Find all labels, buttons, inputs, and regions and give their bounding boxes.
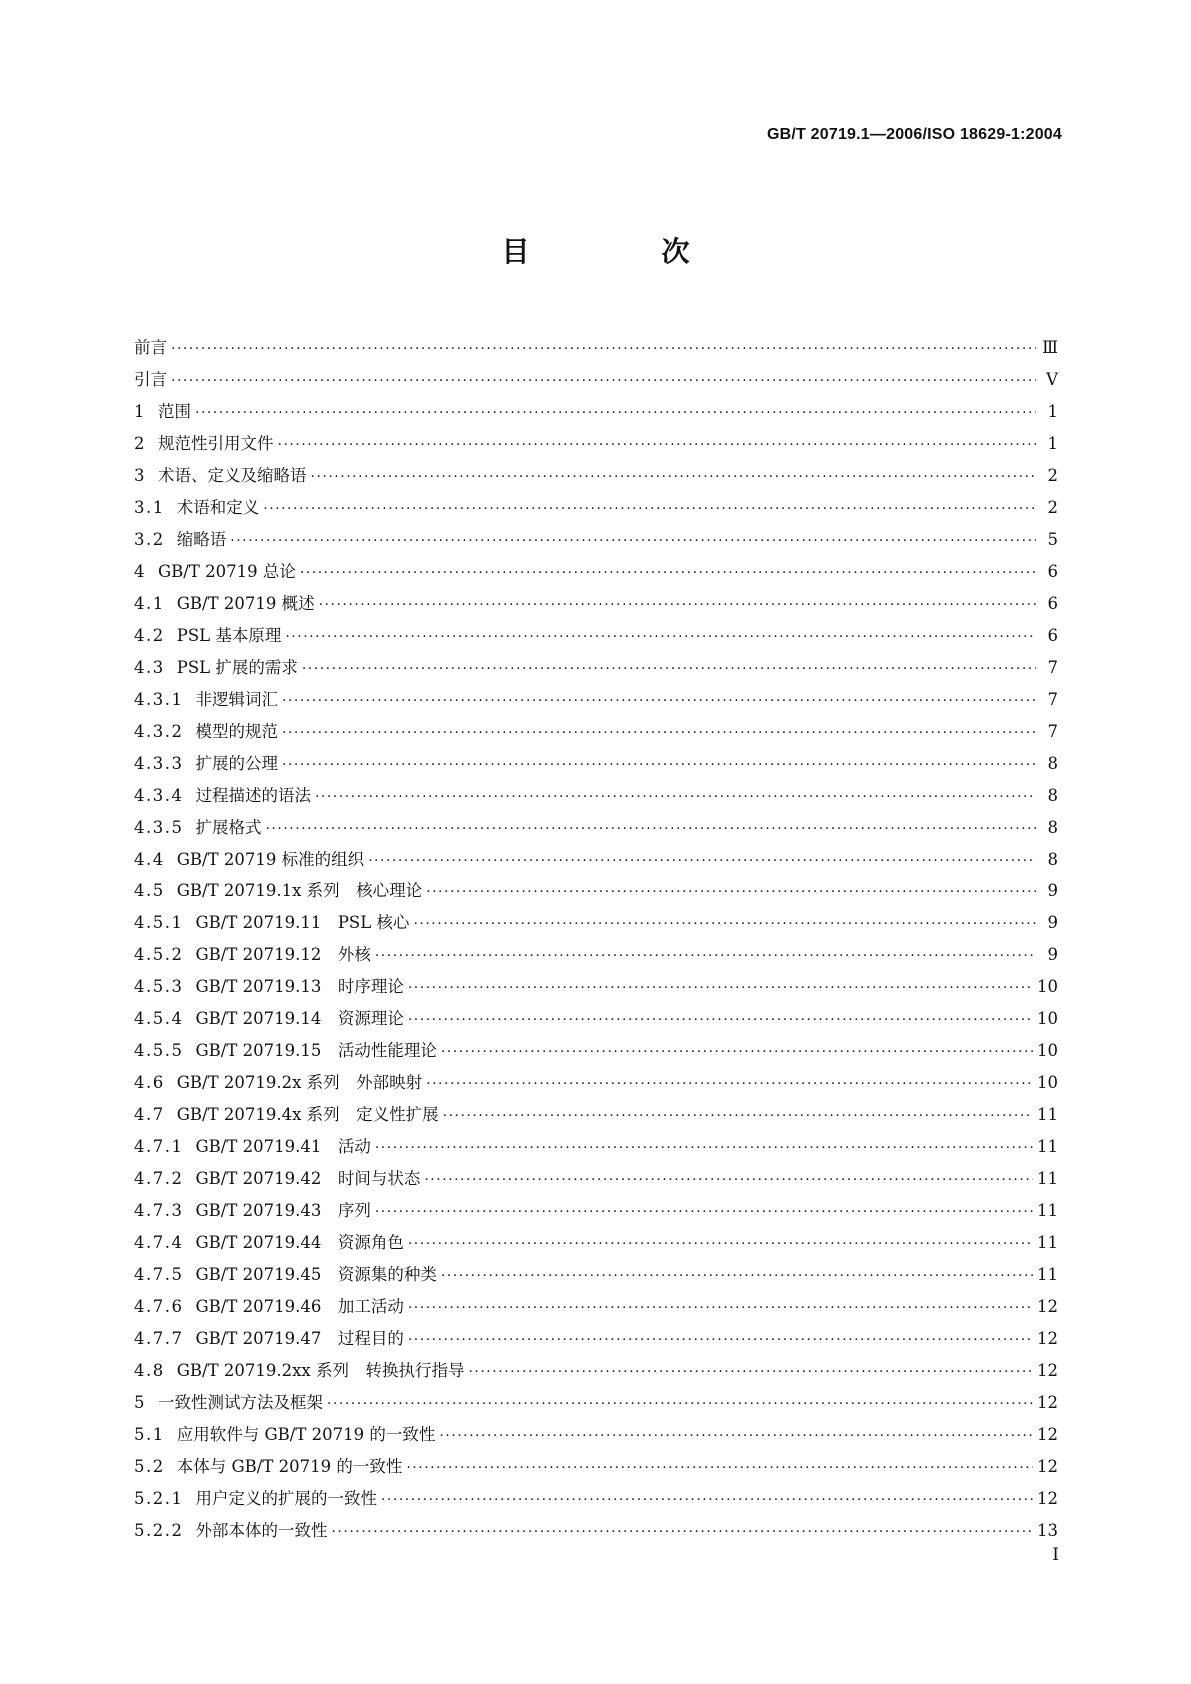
dot-leader bbox=[408, 1300, 1033, 1316]
toc-entry-number: 4.3.5 bbox=[134, 817, 184, 837]
toc-entry[interactable] bbox=[134, 1517, 1058, 1549]
toc-entry-page: 12 bbox=[1037, 1456, 1058, 1476]
toc-entry-page: 1 bbox=[1047, 401, 1058, 421]
toc-entry-label bbox=[134, 1485, 381, 1509]
toc-entry-title: 模型的规范 bbox=[195, 721, 278, 741]
toc-entry-label bbox=[134, 1101, 443, 1125]
toc-entry-title: 前言 bbox=[134, 338, 167, 357]
toc-entry-page: 7 bbox=[1047, 657, 1058, 677]
standard-number: GB/T 20719.1—2006/ISO 18629-1:2004 bbox=[767, 126, 1062, 143]
dot-leader bbox=[426, 1076, 1033, 1092]
toc-entry[interactable] bbox=[134, 526, 1058, 558]
toc-entry-number: 4.3.2 bbox=[134, 721, 184, 741]
toc-entry[interactable] bbox=[134, 877, 1058, 909]
toc-entry-number: 4.8 bbox=[134, 1361, 165, 1380]
dot-leader bbox=[408, 980, 1033, 996]
toc-entry-label bbox=[134, 686, 282, 710]
toc-entry-title: 术语、定义及缩略语 bbox=[158, 465, 307, 485]
dot-leader bbox=[424, 1172, 1033, 1188]
toc-entry-label bbox=[134, 1037, 441, 1061]
toc-entry-page: 8 bbox=[1047, 849, 1058, 869]
toc-entry-number: 4.7 bbox=[134, 1105, 165, 1125]
toc-entry-number: 4.3.3 bbox=[134, 753, 184, 773]
toc-entry-number: 2 bbox=[134, 433, 146, 453]
dot-leader bbox=[426, 884, 1036, 900]
toc-entry[interactable] bbox=[134, 1069, 1058, 1101]
toc-entry-label bbox=[134, 1421, 439, 1445]
toc-entry[interactable] bbox=[134, 366, 1058, 398]
toc-entry[interactable] bbox=[134, 654, 1058, 686]
toc-entry-title: GB/T 20719 总论 bbox=[158, 561, 296, 581]
toc-entry-number: 3 bbox=[134, 465, 146, 485]
toc-entry[interactable] bbox=[134, 1197, 1058, 1229]
toc-entry-label bbox=[134, 909, 413, 933]
toc-entry-title: 过程描述的语法 bbox=[195, 785, 311, 805]
toc-entry-number: 4.4 bbox=[134, 849, 165, 869]
dot-leader bbox=[413, 916, 1036, 932]
toc-entry-page: 2 bbox=[1047, 497, 1058, 517]
toc-entry-page: 6 bbox=[1047, 625, 1058, 645]
dot-leader bbox=[368, 853, 1036, 869]
toc-entry-label bbox=[134, 430, 278, 454]
toc-entry[interactable] bbox=[134, 814, 1058, 846]
toc-entry-label bbox=[134, 462, 311, 486]
toc-entry-number: 4.3.1 bbox=[134, 689, 184, 709]
toc-entry-number: 3.1 bbox=[134, 497, 165, 517]
toc-entry-title: 术语和定义 bbox=[176, 497, 260, 517]
toc-entry-number: 4.2 bbox=[134, 625, 165, 645]
dot-leader bbox=[171, 373, 1036, 389]
toc-entry-number: 4.7.5 bbox=[134, 1265, 184, 1285]
dot-leader bbox=[443, 1108, 1033, 1124]
toc-entry-label bbox=[134, 718, 282, 742]
toc-entry-number: 4 bbox=[134, 561, 146, 581]
toc-entry-title: GB/T 20719.2x 系列 外部映射 bbox=[176, 1073, 423, 1093]
toc-entry-title: 规范性引用文件 bbox=[158, 433, 274, 453]
toc-entry-number: 4.5.4 bbox=[134, 1009, 184, 1029]
toc-entry-label bbox=[134, 1005, 408, 1029]
toc-entry-number: 5.1 bbox=[134, 1424, 165, 1444]
toc-entry-label bbox=[134, 334, 171, 358]
toc-entry[interactable] bbox=[134, 973, 1058, 1005]
dot-leader bbox=[375, 1204, 1033, 1220]
dot-leader bbox=[282, 757, 1036, 773]
toc-entry-page: 8 bbox=[1047, 817, 1058, 837]
toc-entry-title: GB/T 20719.41 活动 bbox=[195, 1137, 371, 1157]
toc-entry-number: 4.7.3 bbox=[134, 1201, 184, 1221]
toc-entry-number: 4.7.2 bbox=[134, 1169, 184, 1189]
toc-entry-title: PSL 扩展的需求 bbox=[176, 657, 298, 677]
dot-leader bbox=[300, 565, 1036, 581]
toc-entry-number: 4.5.5 bbox=[134, 1041, 184, 1061]
toc-entry[interactable] bbox=[134, 1453, 1058, 1485]
toc-entry-label bbox=[134, 654, 302, 678]
toc-entry-title: GB/T 20719.43 序列 bbox=[195, 1201, 371, 1221]
toc-entry-number: 5.2.1 bbox=[134, 1488, 184, 1508]
toc-entry-label bbox=[134, 1197, 375, 1221]
page-title: 目 次 bbox=[501, 235, 742, 268]
toc-entry-title: 应用软件与 GB/T 20719 的一致性 bbox=[176, 1424, 436, 1444]
dot-leader bbox=[381, 1492, 1033, 1508]
toc-entry[interactable] bbox=[134, 1261, 1058, 1293]
toc-entry[interactable] bbox=[134, 590, 1058, 622]
dot-leader bbox=[315, 789, 1036, 805]
toc-entry-title: GB/T 20719.45 资源集的种类 bbox=[195, 1265, 437, 1285]
toc-entry-title: 引言 bbox=[134, 369, 167, 389]
toc-entry[interactable] bbox=[134, 1325, 1058, 1357]
toc-entry-number: 4.6 bbox=[134, 1073, 165, 1093]
toc-entry[interactable] bbox=[134, 1133, 1058, 1165]
dot-leader bbox=[406, 1460, 1033, 1476]
toc-entry[interactable] bbox=[134, 494, 1058, 526]
toc-entry-title: 范围 bbox=[158, 401, 191, 421]
toc-entry[interactable] bbox=[134, 1485, 1058, 1517]
toc-entry-title: GB/T 20719.12 外核 bbox=[195, 945, 371, 965]
dot-leader bbox=[468, 1364, 1033, 1380]
toc-entry-page: 1 bbox=[1047, 433, 1058, 453]
toc-entry-title: PSL 基本原理 bbox=[176, 625, 282, 645]
toc-entry-number: 1 bbox=[134, 401, 146, 421]
toc-entry[interactable] bbox=[134, 1229, 1058, 1261]
toc-entry-number: 4.1 bbox=[134, 593, 165, 613]
toc-entry-page: 7 bbox=[1047, 689, 1058, 709]
toc-entry-title: 扩展的公理 bbox=[195, 753, 278, 773]
toc-entry-title: 一致性测试方法及框架 bbox=[158, 1392, 323, 1412]
toc-entry-number: 4.3 bbox=[134, 657, 165, 677]
table-of-contents bbox=[134, 334, 1058, 1549]
toc-entry-label bbox=[134, 1357, 468, 1381]
toc-entry-label bbox=[134, 494, 263, 518]
toc-entry-page: 10 bbox=[1037, 1041, 1058, 1061]
toc-entry-label bbox=[134, 782, 315, 806]
toc-entry-page: 11 bbox=[1037, 1265, 1058, 1285]
toc-entry[interactable] bbox=[134, 622, 1058, 654]
toc-entry-page: 5 bbox=[1047, 529, 1058, 549]
toc-entry-page: 9 bbox=[1047, 945, 1058, 965]
toc-entry-number: 3.2 bbox=[134, 529, 165, 549]
toc-entry-page: 12 bbox=[1037, 1329, 1058, 1349]
toc-entry-label bbox=[134, 941, 375, 965]
toc-entry-page: 12 bbox=[1037, 1424, 1058, 1444]
toc-entry-page: 12 bbox=[1037, 1488, 1058, 1508]
toc-entry[interactable] bbox=[134, 1005, 1058, 1037]
dot-leader bbox=[302, 661, 1036, 677]
dot-leader bbox=[439, 1428, 1033, 1444]
toc-entry[interactable] bbox=[134, 558, 1058, 590]
toc-entry-page: 9 bbox=[1047, 881, 1058, 901]
toc-entry-label bbox=[134, 398, 195, 422]
toc-entry-page: 8 bbox=[1047, 753, 1058, 773]
dot-leader bbox=[171, 341, 1036, 357]
toc-entry[interactable] bbox=[134, 1037, 1058, 1069]
toc-entry-title: GB/T 20719.47 过程目的 bbox=[195, 1329, 404, 1349]
toc-entry[interactable] bbox=[134, 909, 1058, 941]
dot-leader bbox=[408, 1236, 1033, 1252]
toc-entry-label bbox=[134, 590, 319, 614]
toc-entry-number: 5 bbox=[134, 1392, 146, 1412]
toc-entry-page: 13 bbox=[1037, 1520, 1058, 1540]
toc-entry-number: 4.5.1 bbox=[134, 913, 184, 933]
toc-entry-number: 4.7.7 bbox=[134, 1329, 184, 1349]
toc-entry-page: 12 bbox=[1037, 1392, 1058, 1412]
toc-entry-number: 4.5.2 bbox=[134, 945, 184, 965]
toc-entry-title: GB/T 20719 标准的组织 bbox=[176, 849, 365, 869]
toc-entry-label bbox=[134, 1517, 331, 1541]
toc-entry-title: GB/T 20719.13 时序理论 bbox=[195, 977, 404, 997]
toc-entry[interactable] bbox=[134, 750, 1058, 782]
toc-entry-title: 外部本体的一致性 bbox=[195, 1520, 328, 1540]
toc-entry[interactable] bbox=[134, 941, 1058, 973]
toc-entry-label bbox=[134, 1389, 327, 1413]
toc-entry-page: 12 bbox=[1037, 1361, 1058, 1380]
toc-entry-number: 5.2.2 bbox=[134, 1520, 184, 1540]
toc-entry-number: 4.5 bbox=[134, 881, 165, 901]
toc-entry-label bbox=[134, 366, 171, 390]
toc-entry-label bbox=[134, 1325, 408, 1349]
toc-entry[interactable] bbox=[134, 1293, 1058, 1325]
toc-entry-label bbox=[134, 1229, 408, 1253]
toc-entry-page: 11 bbox=[1037, 1137, 1058, 1157]
toc-entry-title: 本体与 GB/T 20719 的一致性 bbox=[176, 1456, 403, 1476]
dot-leader bbox=[408, 1332, 1033, 1348]
toc-entry-label bbox=[134, 1069, 426, 1093]
toc-entry-title: GB/T 20719.15 活动性能理论 bbox=[195, 1041, 437, 1061]
dot-leader bbox=[278, 437, 1037, 453]
toc-entry-page: Ⅲ bbox=[1042, 338, 1058, 357]
toc-entry-title: 缩略语 bbox=[176, 529, 227, 549]
toc-entry[interactable] bbox=[134, 1357, 1058, 1389]
toc-entry-title: GB/T 20719.46 加工活动 bbox=[195, 1297, 404, 1317]
toc-entry-number: 4.5.3 bbox=[134, 977, 184, 997]
toc-entry-label bbox=[134, 1261, 441, 1285]
toc-entry-title: 非逻辑词汇 bbox=[195, 689, 278, 709]
toc-entry-title: GB/T 20719.42 时间与状态 bbox=[195, 1169, 421, 1189]
toc-entry-label bbox=[134, 1165, 424, 1189]
dot-leader bbox=[327, 1396, 1033, 1412]
toc-entry-label bbox=[134, 622, 285, 646]
toc-entry-title: GB/T 20719.11 PSL 核心 bbox=[195, 913, 410, 933]
toc-entry-label bbox=[134, 973, 408, 997]
toc-entry-number: 4.7.4 bbox=[134, 1233, 184, 1253]
toc-entry-page: 10 bbox=[1037, 1073, 1058, 1093]
toc-entry-page: 11 bbox=[1037, 1201, 1058, 1221]
dot-leader bbox=[331, 1524, 1033, 1540]
toc-entry-page: 11 bbox=[1037, 1169, 1058, 1189]
dot-leader bbox=[195, 405, 1036, 421]
dot-leader bbox=[263, 501, 1036, 517]
toc-entry[interactable] bbox=[134, 430, 1058, 462]
toc-entry[interactable] bbox=[134, 1421, 1058, 1453]
toc-entry[interactable] bbox=[134, 462, 1058, 494]
toc-entry-page: 7 bbox=[1047, 721, 1058, 741]
dot-leader bbox=[375, 1140, 1033, 1156]
toc-entry-title: GB/T 20719 概述 bbox=[176, 593, 315, 613]
toc-entry-label bbox=[134, 750, 282, 774]
toc-entry-label bbox=[134, 1133, 375, 1157]
toc-entry-page: 11 bbox=[1037, 1105, 1058, 1125]
dot-leader bbox=[282, 725, 1036, 741]
dot-leader bbox=[319, 597, 1036, 613]
dot-leader bbox=[230, 533, 1036, 549]
toc-entry-page: 8 bbox=[1047, 785, 1058, 805]
dot-leader bbox=[441, 1044, 1033, 1060]
toc-entry-title: GB/T 20719.44 资源角色 bbox=[195, 1233, 404, 1253]
toc-entry-label bbox=[134, 1453, 406, 1477]
toc-entry-page: Ⅴ bbox=[1046, 369, 1058, 389]
toc-entry[interactable] bbox=[134, 718, 1058, 750]
toc-entry[interactable] bbox=[134, 398, 1058, 430]
toc-entry-title: 用户定义的扩展的一致性 bbox=[195, 1488, 377, 1508]
toc-entry-label bbox=[134, 1293, 408, 1317]
toc-entry[interactable] bbox=[134, 1165, 1058, 1197]
toc-entry-title: GB/T 20719.1x 系列 核心理论 bbox=[176, 881, 423, 901]
toc-entry-page: 9 bbox=[1047, 913, 1058, 933]
toc-entry-number: 4.3.4 bbox=[134, 785, 184, 805]
toc-entry-label bbox=[134, 814, 265, 838]
dot-leader bbox=[311, 469, 1037, 485]
dot-leader bbox=[265, 821, 1036, 837]
toc-entry[interactable] bbox=[134, 686, 1058, 718]
toc-entry-label bbox=[134, 846, 368, 870]
toc-entry-label bbox=[134, 526, 230, 550]
toc-entry-number: 4.7.6 bbox=[134, 1297, 184, 1317]
toc-entry-label bbox=[134, 877, 426, 901]
toc-entry-page: 10 bbox=[1037, 977, 1058, 997]
toc-entry-page: 2 bbox=[1047, 465, 1058, 485]
dot-leader bbox=[285, 629, 1036, 645]
toc-entry-label bbox=[134, 558, 300, 582]
toc-entry[interactable] bbox=[134, 1389, 1058, 1421]
toc-entry-title: 扩展格式 bbox=[195, 817, 262, 837]
toc-entry[interactable] bbox=[134, 1101, 1058, 1133]
toc-entry-page: 11 bbox=[1037, 1233, 1058, 1253]
toc-entry-title: GB/T 20719.4x 系列 定义性扩展 bbox=[176, 1105, 439, 1125]
page-number: Ⅰ bbox=[1052, 1545, 1059, 1565]
toc-entry-page: 12 bbox=[1037, 1297, 1058, 1317]
toc-entry[interactable] bbox=[134, 782, 1058, 814]
toc-entry-page: 6 bbox=[1047, 561, 1058, 581]
toc-entry-title: GB/T 20719.14 资源理论 bbox=[195, 1009, 404, 1029]
toc-entry-page: 6 bbox=[1047, 593, 1058, 613]
dot-leader bbox=[441, 1268, 1033, 1284]
dot-leader bbox=[282, 693, 1036, 709]
dot-leader bbox=[375, 948, 1036, 964]
toc-entry[interactable] bbox=[134, 846, 1058, 878]
toc-entry-page: 10 bbox=[1037, 1009, 1058, 1029]
toc-entry-number: 4.7.1 bbox=[134, 1137, 184, 1157]
dot-leader bbox=[408, 1012, 1033, 1028]
toc-entry-title: GB/T 20719.2xx 系列 转换执行指导 bbox=[176, 1361, 465, 1380]
toc-entry-number: 5.2 bbox=[134, 1456, 165, 1476]
toc-entry[interactable] bbox=[134, 334, 1058, 366]
